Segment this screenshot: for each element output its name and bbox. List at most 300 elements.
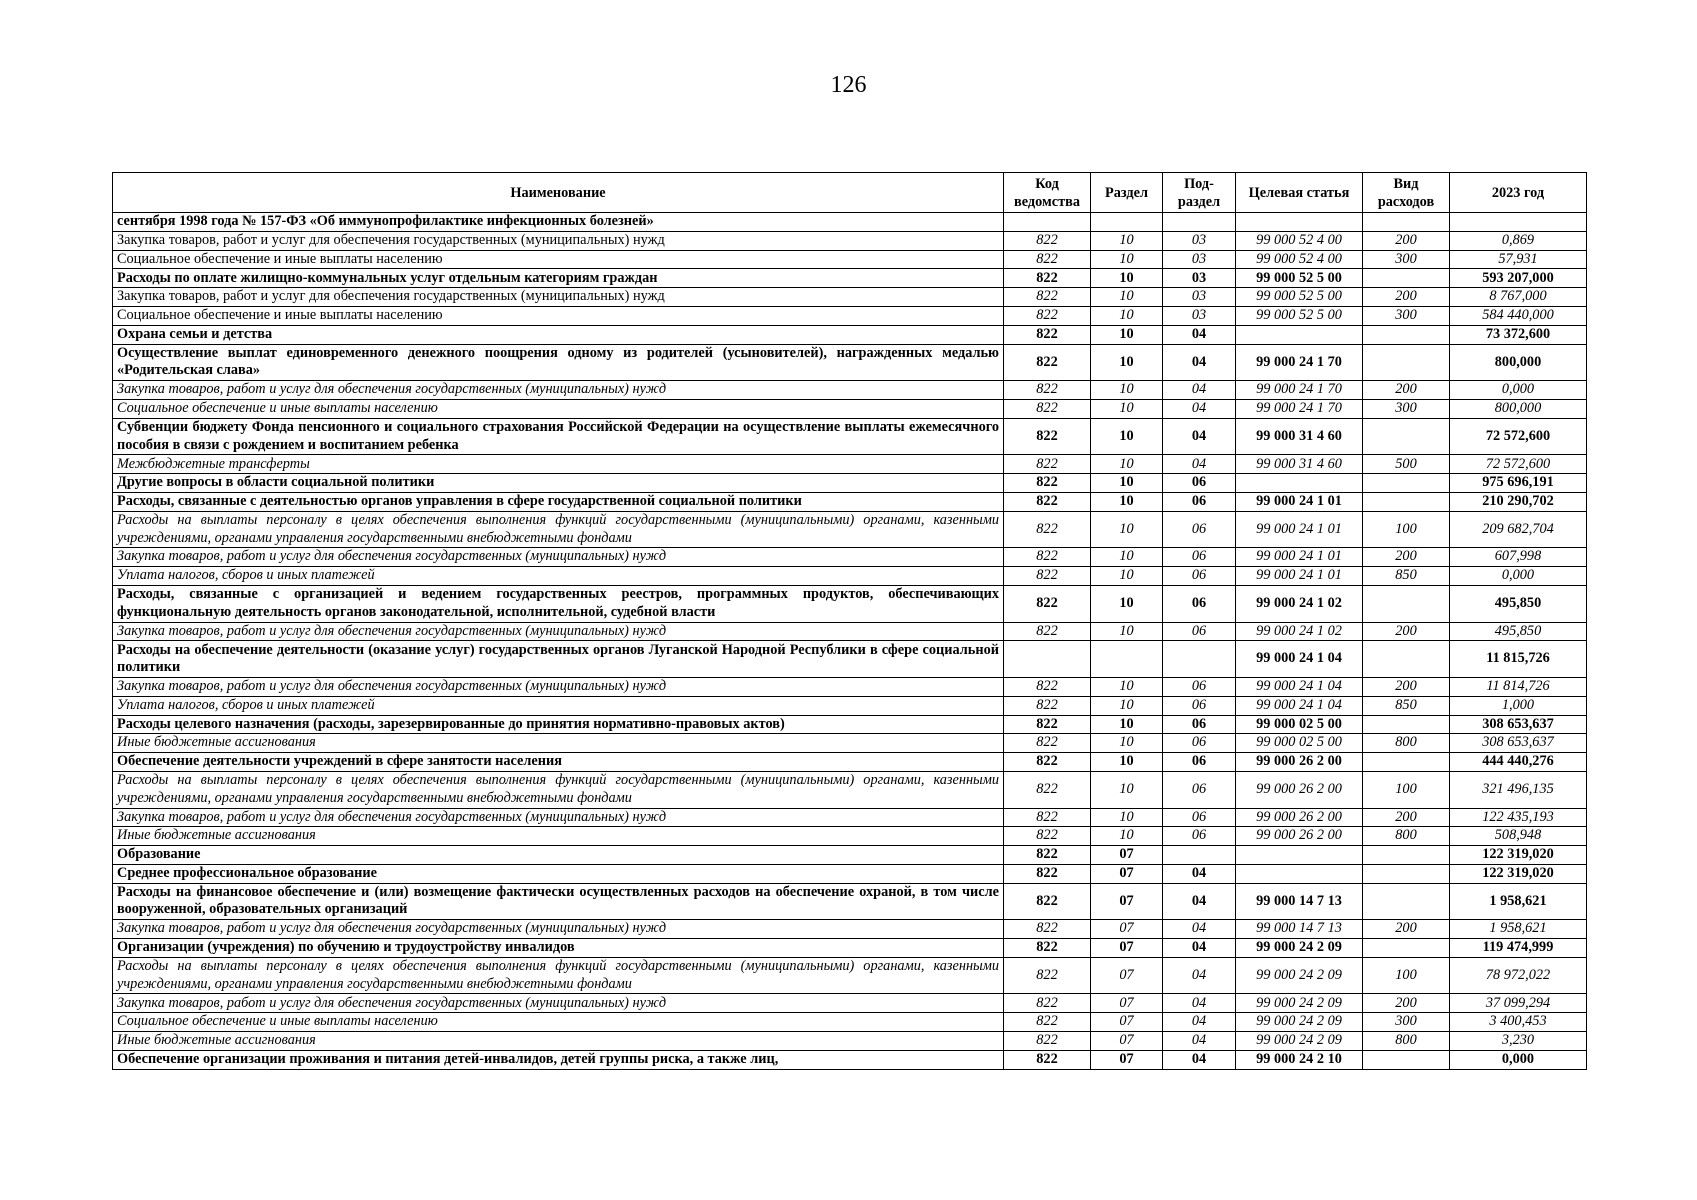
header-target-article: Целевая статья [1236, 173, 1363, 213]
cell-expense-kind: 100 [1363, 957, 1450, 994]
cell-expense-kind: 300 [1363, 306, 1450, 325]
cell-ministry-code: 822 [1004, 325, 1091, 344]
cell-subsection: 06 [1163, 771, 1236, 808]
header-subsection: Под-раздел [1163, 173, 1236, 213]
table-row [113, 957, 1587, 994]
cell-subsection: 03 [1163, 306, 1236, 325]
cell-name: Социальное обеспечение и иные выплаты населению [113, 1013, 1004, 1032]
cell-target-article: 99 000 14 7 13 [1236, 883, 1363, 920]
cell-ministry-code: 822 [1004, 250, 1091, 269]
header-name: Наименование [113, 173, 1004, 213]
cell-name: Иные бюджетные ассигнования [113, 734, 1004, 753]
cell-name: Осуществление выплат единовременного денежного поощрения одному из родителей (усыновителей), награжденных медалью «Родительская слава» [113, 344, 1004, 381]
cell-subsection: 04 [1163, 399, 1236, 418]
cell-expense-kind [1363, 715, 1450, 734]
cell-amount: 800,000 [1450, 344, 1587, 381]
cell-amount: 321 496,135 [1450, 771, 1587, 808]
cell-section: 07 [1091, 1050, 1163, 1069]
cell-subsection: 04 [1163, 883, 1236, 920]
cell-amount: 11 814,726 [1450, 677, 1587, 696]
cell-amount: 11 815,726 [1450, 641, 1587, 678]
cell-subsection: 04 [1163, 864, 1236, 883]
cell-name: Расходы на обеспечение деятельности (оказание услуг) государственных органов Луганской Народной Республики в сфере социальной политики [113, 641, 1004, 678]
cell-expense-kind: 200 [1363, 622, 1450, 641]
header-section: Раздел [1091, 173, 1163, 213]
cell-section: 10 [1091, 492, 1163, 511]
cell-amount: 0,869 [1450, 231, 1587, 250]
table-row [113, 418, 1587, 455]
cell-target-article [1236, 474, 1363, 493]
table-row [113, 213, 1587, 232]
cell-section: 10 [1091, 269, 1163, 288]
table-row [113, 492, 1587, 511]
cell-subsection [1163, 846, 1236, 865]
cell-amount: 1 958,621 [1450, 883, 1587, 920]
cell-subsection: 06 [1163, 622, 1236, 641]
cell-ministry-code: 822 [1004, 622, 1091, 641]
cell-target-article: 99 000 26 2 00 [1236, 827, 1363, 846]
cell-expense-kind [1363, 883, 1450, 920]
cell-section [1091, 213, 1163, 232]
cell-name: Социальное обеспечение и иные выплаты населению [113, 306, 1004, 325]
table-body [113, 213, 1587, 1070]
cell-expense-kind: 850 [1363, 696, 1450, 715]
cell-ministry-code: 822 [1004, 677, 1091, 696]
cell-section: 10 [1091, 399, 1163, 418]
cell-subsection: 03 [1163, 231, 1236, 250]
cell-expense-kind: 200 [1363, 548, 1450, 567]
cell-section: 10 [1091, 418, 1163, 455]
table-row [113, 474, 1587, 493]
cell-subsection: 04 [1163, 1050, 1236, 1069]
cell-section: 10 [1091, 231, 1163, 250]
cell-section: 10 [1091, 622, 1163, 641]
cell-name: Расходы на выплаты персоналу в целях обеспечения выполнения функций государственными (муниципальными) органами, казенными учреждениями, органами управления государственными внебюджетными фондами [113, 771, 1004, 808]
cell-target-article: 99 000 24 1 04 [1236, 641, 1363, 678]
cell-amount: 122 319,020 [1450, 846, 1587, 865]
table-row [113, 846, 1587, 865]
cell-subsection: 06 [1163, 753, 1236, 772]
table-row [113, 753, 1587, 772]
cell-ministry-code: 822 [1004, 344, 1091, 381]
cell-amount: 3,230 [1450, 1032, 1587, 1051]
cell-name: Охрана семьи и детства [113, 325, 1004, 344]
cell-ministry-code: 822 [1004, 734, 1091, 753]
table-row [113, 548, 1587, 567]
cell-ministry-code: 822 [1004, 957, 1091, 994]
table-row [113, 269, 1587, 288]
cell-name: Социальное обеспечение и иные выплаты населению [113, 399, 1004, 418]
table-row [113, 250, 1587, 269]
table-row [113, 771, 1587, 808]
cell-ministry-code [1004, 213, 1091, 232]
cell-name: Закупка товаров, работ и услуг для обеспечения государственных (муниципальных) нужд [113, 677, 1004, 696]
cell-target-article: 99 000 24 1 01 [1236, 567, 1363, 586]
cell-amount: 209 682,704 [1450, 511, 1587, 548]
cell-ministry-code: 822 [1004, 827, 1091, 846]
cell-expense-kind: 300 [1363, 399, 1450, 418]
cell-expense-kind [1363, 344, 1450, 381]
table-row [113, 715, 1587, 734]
cell-name: Межбюджетные трансферты [113, 455, 1004, 474]
cell-target-article: 99 000 24 1 04 [1236, 677, 1363, 696]
cell-subsection: 06 [1163, 474, 1236, 493]
table-row [113, 677, 1587, 696]
cell-section: 07 [1091, 864, 1163, 883]
cell-name: Закупка товаров, работ и услуг для обеспечения государственных (муниципальных) нужд [113, 288, 1004, 307]
cell-subsection: 03 [1163, 288, 1236, 307]
cell-expense-kind [1363, 474, 1450, 493]
cell-name: Иные бюджетные ассигнования [113, 827, 1004, 846]
cell-name: Расходы целевого назначения (расходы, зарезервированные до принятия нормативно-правовых актов) [113, 715, 1004, 734]
cell-amount: 73 372,600 [1450, 325, 1587, 344]
cell-expense-kind: 300 [1363, 250, 1450, 269]
cell-ministry-code: 822 [1004, 771, 1091, 808]
cell-name: Закупка товаров, работ и услуг для обеспечения государственных (муниципальных) нужд [113, 808, 1004, 827]
cell-target-article: 99 000 02 5 00 [1236, 734, 1363, 753]
cell-name: сентября 1998 года № 157-ФЗ «Об иммунопрофилактике инфекционных болезней» [113, 213, 1004, 232]
cell-section: 10 [1091, 325, 1163, 344]
cell-expense-kind: 200 [1363, 677, 1450, 696]
cell-subsection: 03 [1163, 269, 1236, 288]
cell-subsection: 04 [1163, 920, 1236, 939]
cell-amount: 8 767,000 [1450, 288, 1587, 307]
cell-target-article [1236, 846, 1363, 865]
cell-target-article: 99 000 52 5 00 [1236, 306, 1363, 325]
cell-amount: 3 400,453 [1450, 1013, 1587, 1032]
cell-section: 10 [1091, 567, 1163, 586]
cell-name: Расходы на выплаты персоналу в целях обеспечения выполнения функций государственными (муниципальными) органами, казенными учреждениями, органами управления государственными внебюджетными фондами [113, 957, 1004, 994]
cell-expense-kind [1363, 492, 1450, 511]
cell-section: 10 [1091, 827, 1163, 846]
cell-name: Обеспечение организации проживания и питания детей-инвалидов, детей группы риска, а также лиц, [113, 1050, 1004, 1069]
cell-target-article: 99 000 31 4 60 [1236, 455, 1363, 474]
cell-name: Расходы, связанные с деятельностью органов управления в сфере государственной социальной политики [113, 492, 1004, 511]
cell-ministry-code: 822 [1004, 846, 1091, 865]
cell-subsection: 04 [1163, 957, 1236, 994]
cell-section: 07 [1091, 846, 1163, 865]
cell-expense-kind [1363, 269, 1450, 288]
cell-ministry-code: 822 [1004, 585, 1091, 622]
cell-target-article: 99 000 31 4 60 [1236, 418, 1363, 455]
cell-amount: 210 290,702 [1450, 492, 1587, 511]
cell-target-article: 99 000 24 1 02 [1236, 585, 1363, 622]
table-row [113, 939, 1587, 958]
cell-target-article: 99 000 52 4 00 [1236, 231, 1363, 250]
cell-subsection: 04 [1163, 1013, 1236, 1032]
table-row [113, 511, 1587, 548]
cell-section: 10 [1091, 771, 1163, 808]
cell-name: Расходы на выплаты персоналу в целях обеспечения выполнения функций государственными (муниципальными) органами, казенными учреждениями, органами управления государственными внебюджетными фондами [113, 511, 1004, 548]
cell-expense-kind [1363, 585, 1450, 622]
header-expense-kind: Вид расходов [1363, 173, 1450, 213]
table-row [113, 1013, 1587, 1032]
cell-subsection: 06 [1163, 808, 1236, 827]
cell-section: 10 [1091, 677, 1163, 696]
cell-expense-kind [1363, 864, 1450, 883]
cell-name: Субвенции бюджету Фонда пенсионного и социального страхования Российской Федерации на осуществление выплаты ежемесячного пособия в связи с рождением и воспитанием ребенка [113, 418, 1004, 455]
cell-section: 07 [1091, 957, 1163, 994]
cell-expense-kind: 800 [1363, 1032, 1450, 1051]
cell-ministry-code: 822 [1004, 939, 1091, 958]
cell-ministry-code: 822 [1004, 1032, 1091, 1051]
cell-name: Закупка товаров, работ и услуг для обеспечения государственных (муниципальных) нужд [113, 920, 1004, 939]
table-row [113, 344, 1587, 381]
cell-target-article: 99 000 24 2 09 [1236, 1032, 1363, 1051]
cell-ministry-code: 822 [1004, 492, 1091, 511]
cell-section: 10 [1091, 734, 1163, 753]
cell-ministry-code: 822 [1004, 994, 1091, 1013]
cell-name: Расходы на финансовое обеспечение и (или) возмещение фактически осуществленных расходов на обеспечение охраной, в том числе вооруженной, образовательных организаций [113, 883, 1004, 920]
cell-target-article: 99 000 52 4 00 [1236, 250, 1363, 269]
cell-section: 10 [1091, 808, 1163, 827]
cell-ministry-code: 822 [1004, 418, 1091, 455]
cell-target-article: 99 000 24 2 09 [1236, 1013, 1363, 1032]
table-row [113, 325, 1587, 344]
cell-ministry-code: 822 [1004, 567, 1091, 586]
cell-target-article: 99 000 24 1 01 [1236, 492, 1363, 511]
table-row [113, 585, 1587, 622]
table-row [113, 641, 1587, 678]
cell-amount: 72 572,600 [1450, 455, 1587, 474]
table-row [113, 381, 1587, 400]
cell-section: 10 [1091, 250, 1163, 269]
cell-section: 10 [1091, 585, 1163, 622]
cell-ministry-code: 822 [1004, 1013, 1091, 1032]
cell-section: 10 [1091, 715, 1163, 734]
cell-expense-kind [1363, 213, 1450, 232]
table-row [113, 994, 1587, 1013]
cell-target-article [1236, 864, 1363, 883]
cell-ministry-code: 822 [1004, 920, 1091, 939]
cell-target-article: 99 000 24 2 10 [1236, 1050, 1363, 1069]
cell-name: Расходы, связанные с организацией и ведением государственных реестров, программных продуктов, обеспечивающих функциональную деятельность органов законодательной, исполнительной, судебной власти [113, 585, 1004, 622]
cell-name: Закупка товаров, работ и услуг для обеспечения государственных (муниципальных) нужд [113, 994, 1004, 1013]
cell-target-article: 99 000 24 1 70 [1236, 344, 1363, 381]
cell-ministry-code: 822 [1004, 548, 1091, 567]
cell-target-article: 99 000 52 5 00 [1236, 288, 1363, 307]
cell-amount: 122 435,193 [1450, 808, 1587, 827]
cell-ministry-code: 822 [1004, 696, 1091, 715]
cell-amount: 57,931 [1450, 250, 1587, 269]
cell-target-article: 99 000 24 1 01 [1236, 548, 1363, 567]
cell-expense-kind: 200 [1363, 808, 1450, 827]
header-ministry-code: Код ведомства [1004, 173, 1091, 213]
cell-target-article: 99 000 26 2 00 [1236, 753, 1363, 772]
cell-subsection: 06 [1163, 827, 1236, 846]
cell-amount: 37 099,294 [1450, 994, 1587, 1013]
cell-subsection: 04 [1163, 418, 1236, 455]
cell-amount: 584 440,000 [1450, 306, 1587, 325]
cell-section: 07 [1091, 1032, 1163, 1051]
cell-section: 07 [1091, 1013, 1163, 1032]
cell-name: Иные бюджетные ассигнования [113, 1032, 1004, 1051]
cell-target-article [1236, 213, 1363, 232]
cell-name: Социальное обеспечение и иные выплаты населению [113, 250, 1004, 269]
cell-target-article: 99 000 24 2 09 [1236, 939, 1363, 958]
cell-name: Обеспечение деятельности учреждений в сфере занятости населения [113, 753, 1004, 772]
cell-amount: 975 696,191 [1450, 474, 1587, 493]
cell-amount: 0,000 [1450, 567, 1587, 586]
cell-target-article: 99 000 24 1 70 [1236, 381, 1363, 400]
table-row [113, 288, 1587, 307]
cell-subsection: 06 [1163, 696, 1236, 715]
cell-target-article: 99 000 24 2 09 [1236, 957, 1363, 994]
cell-amount: 495,850 [1450, 585, 1587, 622]
table-row [113, 622, 1587, 641]
cell-ministry-code [1004, 641, 1091, 678]
cell-section: 10 [1091, 455, 1163, 474]
cell-subsection: 06 [1163, 585, 1236, 622]
cell-name: Уплата налогов, сборов и иных платежей [113, 567, 1004, 586]
cell-expense-kind: 200 [1363, 381, 1450, 400]
cell-target-article: 99 000 02 5 00 [1236, 715, 1363, 734]
cell-name: Закупка товаров, работ и услуг для обеспечения государственных (муниципальных) нужд [113, 381, 1004, 400]
cell-target-article: 99 000 26 2 00 [1236, 771, 1363, 808]
cell-name: Среднее профессиональное образование [113, 864, 1004, 883]
cell-section: 07 [1091, 920, 1163, 939]
cell-subsection: 06 [1163, 567, 1236, 586]
cell-ministry-code: 822 [1004, 288, 1091, 307]
cell-subsection: 04 [1163, 381, 1236, 400]
cell-target-article: 99 000 24 1 04 [1236, 696, 1363, 715]
table-header-row [113, 173, 1587, 213]
cell-name: Закупка товаров, работ и услуг для обеспечения государственных (муниципальных) нужд [113, 548, 1004, 567]
cell-subsection [1163, 641, 1236, 678]
cell-ministry-code: 822 [1004, 715, 1091, 734]
cell-subsection: 03 [1163, 250, 1236, 269]
cell-amount: 1 958,621 [1450, 920, 1587, 939]
cell-ministry-code: 822 [1004, 864, 1091, 883]
cell-name: Расходы по оплате жилищно-коммунальных услуг отдельным категориям граждан [113, 269, 1004, 288]
table-row [113, 399, 1587, 418]
cell-name: Закупка товаров, работ и услуг для обеспечения государственных (муниципальных) нужд [113, 231, 1004, 250]
cell-target-article: 99 000 14 7 13 [1236, 920, 1363, 939]
cell-target-article: 99 000 24 1 70 [1236, 399, 1363, 418]
cell-ministry-code: 822 [1004, 808, 1091, 827]
cell-subsection: 04 [1163, 455, 1236, 474]
cell-amount: 495,850 [1450, 622, 1587, 641]
table-row [113, 827, 1587, 846]
cell-section: 10 [1091, 511, 1163, 548]
cell-expense-kind: 850 [1363, 567, 1450, 586]
cell-expense-kind: 800 [1363, 734, 1450, 753]
table-row [113, 567, 1587, 586]
cell-amount: 607,998 [1450, 548, 1587, 567]
cell-ministry-code: 822 [1004, 883, 1091, 920]
cell-target-article: 99 000 24 1 02 [1236, 622, 1363, 641]
cell-target-article: 99 000 24 1 01 [1236, 511, 1363, 548]
cell-ministry-code: 822 [1004, 474, 1091, 493]
cell-amount: 119 474,999 [1450, 939, 1587, 958]
cell-target-article: 99 000 52 5 00 [1236, 269, 1363, 288]
cell-expense-kind [1363, 753, 1450, 772]
cell-section: 10 [1091, 548, 1163, 567]
cell-subsection: 04 [1163, 939, 1236, 958]
table-row [113, 883, 1587, 920]
cell-subsection: 06 [1163, 511, 1236, 548]
cell-section: 07 [1091, 883, 1163, 920]
cell-amount: 78 972,022 [1450, 957, 1587, 994]
cell-name: Другие вопросы в области социальной политики [113, 474, 1004, 493]
table-row [113, 306, 1587, 325]
cell-section: 10 [1091, 474, 1163, 493]
cell-amount [1450, 213, 1587, 232]
cell-name: Образование [113, 846, 1004, 865]
table-row [113, 696, 1587, 715]
table-row [113, 920, 1587, 939]
cell-ministry-code: 822 [1004, 399, 1091, 418]
cell-subsection: 04 [1163, 325, 1236, 344]
cell-section [1091, 641, 1163, 678]
cell-section: 07 [1091, 939, 1163, 958]
page-number: 126 [830, 72, 867, 98]
cell-expense-kind [1363, 418, 1450, 455]
cell-expense-kind: 100 [1363, 511, 1450, 548]
cell-target-article: 99 000 24 2 09 [1236, 994, 1363, 1013]
cell-ministry-code: 822 [1004, 381, 1091, 400]
cell-section: 10 [1091, 696, 1163, 715]
cell-name: Организации (учреждения) по обучению и трудоустройству инвалидов [113, 939, 1004, 958]
table-row [113, 1050, 1587, 1069]
cell-amount: 593 207,000 [1450, 269, 1587, 288]
cell-subsection: 06 [1163, 492, 1236, 511]
table-row [113, 231, 1587, 250]
cell-amount: 0,000 [1450, 1050, 1587, 1069]
cell-subsection: 06 [1163, 734, 1236, 753]
cell-subsection: 04 [1163, 344, 1236, 381]
table-row [113, 455, 1587, 474]
cell-target-article [1236, 325, 1363, 344]
cell-expense-kind: 200 [1363, 994, 1450, 1013]
cell-subsection: 04 [1163, 994, 1236, 1013]
table-row [113, 1032, 1587, 1051]
cell-expense-kind [1363, 325, 1450, 344]
cell-subsection: 06 [1163, 677, 1236, 696]
cell-ministry-code: 822 [1004, 306, 1091, 325]
cell-subsection: 04 [1163, 1032, 1236, 1051]
cell-expense-kind [1363, 846, 1450, 865]
cell-section: 10 [1091, 344, 1163, 381]
cell-section: 10 [1091, 753, 1163, 772]
cell-expense-kind: 100 [1363, 771, 1450, 808]
cell-amount: 800,000 [1450, 399, 1587, 418]
cell-ministry-code: 822 [1004, 753, 1091, 772]
cell-section: 10 [1091, 288, 1163, 307]
budget-table [112, 172, 1587, 1070]
cell-section: 10 [1091, 381, 1163, 400]
cell-ministry-code: 822 [1004, 455, 1091, 474]
cell-amount: 1,000 [1450, 696, 1587, 715]
cell-name: Уплата налогов, сборов и иных платежей [113, 696, 1004, 715]
cell-ministry-code: 822 [1004, 231, 1091, 250]
header-year-amount: 2023 год [1450, 173, 1587, 213]
cell-amount: 308 653,637 [1450, 734, 1587, 753]
cell-subsection [1163, 213, 1236, 232]
cell-expense-kind: 300 [1363, 1013, 1450, 1032]
table-row [113, 808, 1587, 827]
cell-expense-kind: 200 [1363, 231, 1450, 250]
cell-ministry-code: 822 [1004, 511, 1091, 548]
cell-amount: 122 319,020 [1450, 864, 1587, 883]
cell-subsection: 06 [1163, 548, 1236, 567]
cell-section: 07 [1091, 994, 1163, 1013]
cell-amount: 72 572,600 [1450, 418, 1587, 455]
table-row [113, 864, 1587, 883]
cell-ministry-code: 822 [1004, 1050, 1091, 1069]
cell-amount: 444 440,276 [1450, 753, 1587, 772]
table-row [113, 734, 1587, 753]
